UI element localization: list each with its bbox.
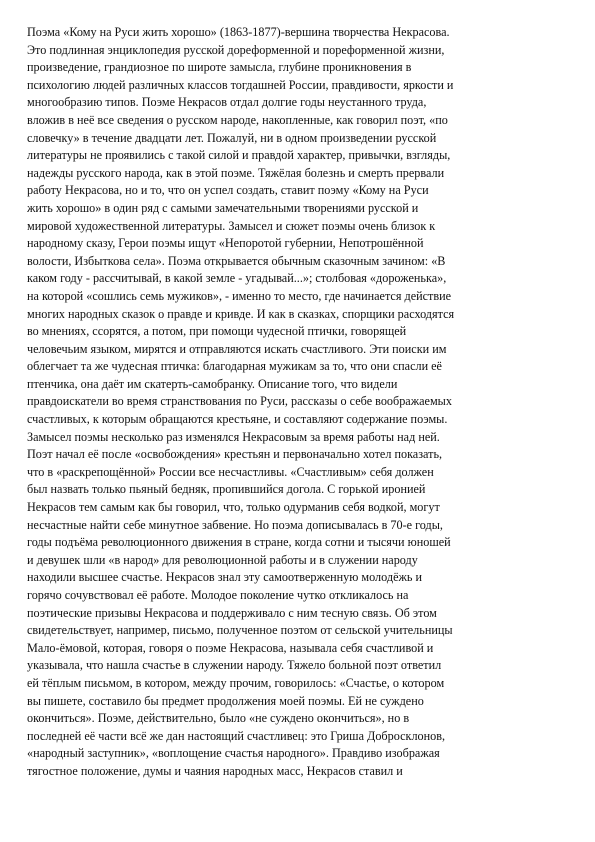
text-line: годы подъёма революционного движения в стране, когда сотни и тысячи юношей — [27, 535, 451, 550]
text-line: на которой «сошлись семь мужиков», - именно то место, где начинается действие — [27, 288, 452, 303]
text-line: несчастные найти себе минутное забвение. Но поэма дописывалась в 70-е годы, — [27, 517, 443, 532]
text-line: и девушек шли «в народ» для революционной работы и в служении народу — [27, 552, 418, 567]
text-line: был назвать только пьяный бедняк, пропившийся догола. С горькой иронией — [27, 482, 426, 497]
text-line: птенчика, она даёт им скатерть-самобранку. Описание того, что видели — [27, 376, 398, 391]
text-line: что в «раскрепощённой» России все несчастливы. «Счастливым» себя должен — [27, 464, 434, 479]
text-line: находили высшее счастье. Некрасов знал эту самоотверженную молодёжь и — [27, 570, 423, 585]
text-line: жить хорошо» в один ряд с самыми замечательными творениями русской и — [27, 200, 419, 215]
text-line: Замысел поэмы несколько раз изменялся Некрасовым за время работы над ней. — [27, 429, 440, 444]
text-line: работу Некрасова, но и то, что он успел создать, ставит поэму «Кому на Руси — [27, 183, 429, 198]
text-line: каком году - рассчитывай, в какой земле - угадывай...»; столбовая «дороженька», — [27, 271, 447, 286]
text-line: тягостное положение, думы и чаяния народных масс, Некрасов ставил и — [27, 763, 403, 778]
text-line: указывала, что нашла счастье в служении народу. Тяжело больной поэт ответил — [27, 658, 442, 673]
text-line: Мало-ёмовой, которая, говоря о поэме Некрасова, называла себя счастливой и — [27, 640, 434, 655]
essay-text — [27, 24, 567, 781]
text-line: свидетельствует, например, письмо, полученное поэтом от сельской учительницы — [27, 623, 453, 638]
text-line: человечьим языком, мирятся и отправляются искать счастливого. Эти поиски им — [27, 341, 447, 356]
text-line: словечку» в течение двадцати лет. Пожалуй, ни в одном произведении русской — [27, 130, 437, 145]
text-line: Поэт начал её после «освобождения» крестьян и первоначально хотел показать, — [27, 447, 443, 462]
text-line: «народный заступник», «воплощение счастья народного». Правдиво изображая — [27, 746, 440, 761]
text-line: психологию людей различных классов тогдашней России, правдивости, яркости и — [27, 77, 454, 92]
text-line: окончиться». Поэме, действительно, было «не суждено окончиться», но в — [27, 711, 410, 726]
text-line: вы пишете, составило бы предмет продолжения моей поэмы. Ей не суждено — [27, 693, 424, 708]
text-line: во мнениях, ссорятся, а потом, при помощи чудесной птички, говорящей — [27, 324, 407, 339]
text-line: надежды русского народа, как в этой поэме. Тяжёлая болезнь и смерть прервали — [27, 165, 445, 180]
text-line: Некрасов тем самым как бы говорил, что, только одурманив себя водкой, могут — [27, 500, 440, 515]
text-line: поэтические призывы Некрасова и поддерживало с ним тесную связь. Об этом — [27, 605, 437, 620]
text-line: волости, Избыткова села». Поэма открывается обычным сказочным зачином: «В — [27, 253, 446, 268]
text-line: вложив в неё все сведения о русском народе, накопленные, как говорил поэт, «по — [27, 112, 448, 127]
text-line: горячо сочувствовал её работе. Молодое поколение чутко откликалось на — [27, 588, 409, 602]
text-line: правдоискатели во время странствования по Руси, рассказы о себе воображаемых — [27, 394, 452, 409]
text-line: произведение, грандиозное по широте замысла, глубине проникновения в — [27, 60, 412, 75]
text-line: народному сказу, Герои поэмы ищут «Непоротой губернии, Непотрошённой — [27, 236, 424, 251]
text-line: мировой художественной литературы. Замысел и сюжет поэмы очень близок к — [27, 218, 436, 233]
text-line: литературы не проявились с такой силой и правдой характер, привычки, взгляды, — [27, 148, 451, 163]
text-line: последней её части всё же дан настоящий счастливец: это Гриша Добросклонов, — [27, 728, 446, 743]
text-line: многих народных сказок о правде и кривде. И как в сказках, спорщики расходятся — [27, 306, 455, 321]
text-line: Поэма «Кому на Руси жить хорошо» (1863-1877)-вершина творчества Некрасова. — [27, 25, 450, 39]
text-line: Это подлинная энциклопедия русской дореформенной и пореформенной жизни, — [27, 42, 445, 57]
text-line: облегчает та же чудесная птичка: благодарная мужикам за то, что они спасли её — [27, 359, 442, 374]
text-line: многообразию типов. Поэме Некрасов отдал долгие годы неустанного труда, — [27, 95, 427, 110]
text-line: ей тёплым письмом, в котором, между прочим, говорилось: «Счастье, о котором — [27, 675, 445, 690]
text-line: счастливых, к которым обращаются крестьяне, и составляют содержание поэмы. — [27, 412, 448, 427]
